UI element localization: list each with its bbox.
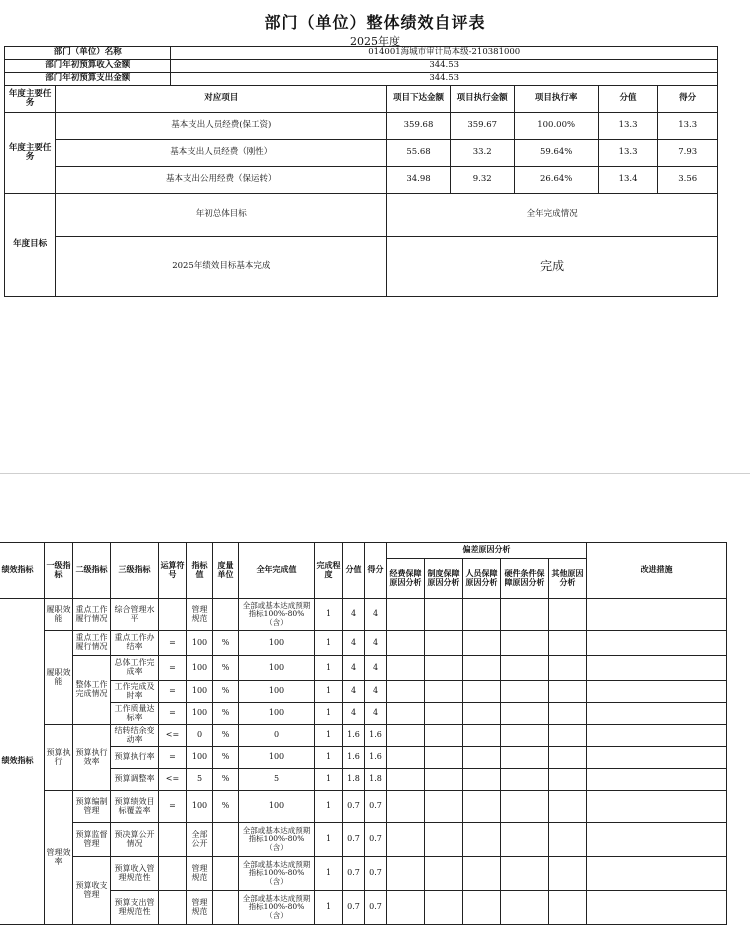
level1-cell: 预算执行	[45, 725, 73, 791]
col-perf: 绩效指标	[0, 543, 45, 599]
col-degree: 完成程度	[315, 543, 343, 599]
task-exec: 359.67	[450, 113, 514, 140]
target-cell: 全部公开	[187, 823, 213, 857]
degree-cell: 1	[315, 599, 343, 631]
task-row	[5, 113, 718, 140]
dev-cell	[463, 747, 501, 769]
improve-cell	[587, 891, 727, 925]
improve-cell	[587, 857, 727, 891]
dev-cell	[387, 656, 425, 681]
dev-cell	[549, 769, 587, 791]
score-value-cell: 4	[343, 703, 365, 725]
tasks-header-score: 得分	[658, 86, 718, 113]
level3-cell: 预算执行率	[111, 747, 159, 769]
dev-cell	[501, 725, 549, 747]
improve-cell	[587, 681, 727, 703]
task-score-value: 13.3	[598, 140, 658, 167]
goals-initial-header: 年初总体目标	[56, 194, 387, 237]
dev-cell	[425, 681, 463, 703]
page-divider	[0, 473, 750, 474]
annual-cell: 全部或基本达成预期指标100%-80%（含）	[239, 857, 315, 891]
dev-cell	[387, 703, 425, 725]
score-value-cell: 1.6	[343, 747, 365, 769]
improve-cell	[587, 769, 727, 791]
col-dev-funds: 经费保障原因分析	[387, 559, 425, 599]
indicator-row	[0, 823, 727, 857]
degree-cell: 1	[315, 857, 343, 891]
dev-cell	[549, 791, 587, 823]
level2-cell: 预算执行效率	[73, 725, 111, 791]
annual-cell: 0	[239, 725, 315, 747]
indicator-row	[0, 725, 727, 747]
task-rate: 26.64%	[514, 167, 598, 194]
annual-cell: 全部或基本达成预期指标100%-80%（含）	[239, 599, 315, 631]
op-cell: =	[159, 703, 187, 725]
annual-cell: 5	[239, 769, 315, 791]
dev-cell	[501, 656, 549, 681]
goals-completion-header: 全年完成情况	[387, 194, 718, 237]
income-label: 部门年初预算收入金额	[5, 60, 171, 73]
score-value-cell: 1.6	[343, 725, 365, 747]
score-cell: 1.6	[365, 747, 387, 769]
degree-cell: 1	[315, 631, 343, 656]
dev-cell	[549, 599, 587, 631]
degree-cell: 1	[315, 703, 343, 725]
dev-cell	[501, 631, 549, 656]
goals-completion-value: 完成	[387, 237, 718, 297]
target-cell: 管理规范	[187, 857, 213, 891]
level2-cell: 预算编制管理	[73, 791, 111, 823]
dev-cell	[463, 656, 501, 681]
unit-cell: %	[213, 656, 239, 681]
score-cell: 4	[365, 631, 387, 656]
col-level2: 二级指标	[73, 543, 111, 599]
dev-cell	[463, 769, 501, 791]
target-cell: 0	[187, 725, 213, 747]
op-cell	[159, 823, 187, 857]
dev-cell	[425, 656, 463, 681]
target-cell: 100	[187, 656, 213, 681]
dev-cell	[425, 891, 463, 925]
indicator-row	[0, 599, 727, 631]
report-year: 2025年度	[350, 35, 400, 48]
score-cell: 0.7	[365, 857, 387, 891]
col-dev-system: 制度保障原因分析	[425, 559, 463, 599]
page-title: 部门（单位）整体绩效自评表	[264, 13, 486, 32]
dev-cell	[425, 703, 463, 725]
level1-cell: 履职效能	[45, 631, 73, 725]
op-cell: =	[159, 631, 187, 656]
target-cell: 管理规范	[187, 891, 213, 925]
unit-cell	[213, 891, 239, 925]
goals-initial-value: 2025年绩效目标基本完成	[56, 237, 387, 297]
dev-cell	[425, 631, 463, 656]
level2-cell: 重点工作履行情况	[73, 631, 111, 656]
dept-name-value: 014001海城市审计局本级-210381000	[171, 47, 718, 60]
unit-cell: %	[213, 725, 239, 747]
col-score: 得分	[365, 543, 387, 599]
score-cell: 1.8	[365, 769, 387, 791]
dev-cell	[501, 891, 549, 925]
unit-cell: %	[213, 747, 239, 769]
target-cell: 5	[187, 769, 213, 791]
task-exec: 9.32	[450, 167, 514, 194]
dev-cell	[549, 891, 587, 925]
unit-cell: %	[213, 631, 239, 656]
score-value-cell: 0.7	[343, 791, 365, 823]
col-dev-other: 其他原因分析	[549, 559, 587, 599]
task-exec: 33.2	[450, 140, 514, 167]
op-cell: =	[159, 656, 187, 681]
task-rate: 100.00%	[514, 113, 598, 140]
indicator-row	[0, 857, 727, 891]
score-cell: 0.7	[365, 823, 387, 857]
degree-cell: 1	[315, 747, 343, 769]
dev-cell	[425, 599, 463, 631]
task-score-value: 13.3	[598, 113, 658, 140]
dev-cell	[387, 769, 425, 791]
op-cell	[159, 891, 187, 925]
improve-cell	[587, 631, 727, 656]
task-item: 基本支出公用经费（保运转）	[56, 167, 387, 194]
col-unit: 度量单位	[213, 543, 239, 599]
dev-cell	[501, 769, 549, 791]
score-cell: 0.7	[365, 791, 387, 823]
annual-cell: 100	[239, 656, 315, 681]
score-value-cell: 0.7	[343, 857, 365, 891]
op-cell: <=	[159, 725, 187, 747]
col-improve: 改进措施	[587, 543, 727, 599]
level2-cell: 重点工作履行情况	[73, 599, 111, 631]
level3-cell: 预算绩效目标覆盖率	[111, 791, 159, 823]
level3-cell: 预算收入管理规范性	[111, 857, 159, 891]
goals-label: 年度目标	[5, 194, 56, 297]
task-row	[5, 167, 718, 194]
dev-cell	[501, 681, 549, 703]
expense-label: 部门年初预算支出金额	[5, 73, 171, 86]
level3-cell: 综合管理水平	[111, 599, 159, 631]
improve-cell	[587, 823, 727, 857]
level3-cell: 预算支出管理规范性	[111, 891, 159, 925]
target-cell: 100	[187, 631, 213, 656]
task-score-value: 13.4	[598, 167, 658, 194]
unit-cell: %	[213, 769, 239, 791]
col-annual: 全年完成值	[239, 543, 315, 599]
dev-cell	[549, 681, 587, 703]
degree-cell: 1	[315, 791, 343, 823]
score-value-cell: 1.8	[343, 769, 365, 791]
dev-cell	[549, 631, 587, 656]
indicator-row	[0, 791, 727, 823]
level2-cell: 预算收支管理	[73, 857, 111, 925]
improve-cell	[587, 656, 727, 681]
target-cell: 100	[187, 747, 213, 769]
degree-cell: 1	[315, 891, 343, 925]
tasks-header-item: 对应项目	[56, 86, 387, 113]
summary-table	[4, 46, 718, 297]
tasks-header-exec: 项目执行金额	[450, 86, 514, 113]
dev-cell	[463, 703, 501, 725]
col-score-value: 分值	[343, 543, 365, 599]
dev-cell	[501, 791, 549, 823]
task-row	[5, 140, 718, 167]
target-cell: 100	[187, 681, 213, 703]
col-deviation: 偏差原因分析	[387, 543, 587, 559]
degree-cell: 1	[315, 656, 343, 681]
op-cell: =	[159, 747, 187, 769]
dev-cell	[463, 725, 501, 747]
tasks-header-plan: 项目下达金额	[387, 86, 451, 113]
dev-cell	[463, 599, 501, 631]
dev-cell	[387, 857, 425, 891]
dept-name-label: 部门（单位）名称	[5, 47, 171, 60]
tasks-header-rate: 项目执行率	[514, 86, 598, 113]
level1-cell: 履职效能	[45, 599, 73, 631]
annual-cell: 100	[239, 681, 315, 703]
level2-cell: 预算监督管理	[73, 823, 111, 857]
improve-cell	[587, 703, 727, 725]
level3-cell: 重点工作办结率	[111, 631, 159, 656]
target-cell: 100	[187, 703, 213, 725]
unit-cell: %	[213, 791, 239, 823]
dev-cell	[425, 791, 463, 823]
task-item: 基本支出人员经费(保工资)	[56, 113, 387, 140]
dev-cell	[387, 631, 425, 656]
score-value-cell: 4	[343, 631, 365, 656]
indicator-row	[0, 656, 727, 681]
dev-cell	[549, 823, 587, 857]
task-score: 13.3	[658, 113, 718, 140]
score-value-cell: 4	[343, 681, 365, 703]
score-value-cell: 4	[343, 656, 365, 681]
dev-cell	[549, 857, 587, 891]
perf-label: 绩效指标	[0, 599, 45, 925]
score-cell: 4	[365, 656, 387, 681]
dev-cell	[549, 703, 587, 725]
annual-cell: 100	[239, 631, 315, 656]
dev-cell	[463, 823, 501, 857]
target-cell: 管理规范	[187, 599, 213, 631]
dev-cell	[501, 747, 549, 769]
dev-cell	[425, 747, 463, 769]
target-cell: 100	[187, 791, 213, 823]
degree-cell: 1	[315, 823, 343, 857]
task-score: 7.93	[658, 140, 718, 167]
op-cell: =	[159, 791, 187, 823]
level1-cell: 管理效率	[45, 791, 73, 925]
expense-value: 344.53	[171, 73, 718, 86]
unit-cell	[213, 857, 239, 891]
dev-cell	[387, 725, 425, 747]
dev-cell	[549, 656, 587, 681]
dev-cell	[463, 857, 501, 891]
dev-cell	[501, 703, 549, 725]
unit-cell: %	[213, 681, 239, 703]
op-cell: =	[159, 681, 187, 703]
level3-cell: 预决算公开情况	[111, 823, 159, 857]
dev-cell	[501, 599, 549, 631]
col-dev-staff: 人员保障原因分析	[463, 559, 501, 599]
dev-cell	[463, 631, 501, 656]
income-value: 344.53	[171, 60, 718, 73]
dev-cell	[387, 891, 425, 925]
annual-cell: 全部或基本达成预期指标100%-80%（含）	[239, 891, 315, 925]
dev-cell	[387, 823, 425, 857]
dev-cell	[549, 747, 587, 769]
indicator-row	[0, 631, 727, 656]
score-value-cell: 0.7	[343, 823, 365, 857]
dev-cell	[549, 725, 587, 747]
unit-cell: %	[213, 703, 239, 725]
level3-cell: 预算调整率	[111, 769, 159, 791]
improve-cell	[587, 599, 727, 631]
annual-cell: 100	[239, 703, 315, 725]
score-cell: 4	[365, 681, 387, 703]
col-level1: 一级指标	[45, 543, 73, 599]
col-dev-hardware: 硬件条件保障原因分析	[501, 559, 549, 599]
annual-cell: 100	[239, 791, 315, 823]
score-value-cell: 4	[343, 599, 365, 631]
dev-cell	[463, 791, 501, 823]
degree-cell: 1	[315, 681, 343, 703]
dev-cell	[387, 599, 425, 631]
improve-cell	[587, 747, 727, 769]
improve-cell	[587, 791, 727, 823]
task-plan: 34.98	[387, 167, 451, 194]
unit-cell	[213, 823, 239, 857]
dev-cell	[425, 823, 463, 857]
op-cell	[159, 857, 187, 891]
level3-cell: 结转结余变动率	[111, 725, 159, 747]
task-plan: 55.68	[387, 140, 451, 167]
annual-cell: 全部或基本达成预期指标100%-80%（含）	[239, 823, 315, 857]
level2-cell: 整体工作完成情况	[73, 656, 111, 725]
dev-cell	[425, 725, 463, 747]
score-cell: 1.6	[365, 725, 387, 747]
tasks-header-left: 年度主要任务	[5, 86, 56, 113]
score-cell: 0.7	[365, 891, 387, 925]
level3-cell: 总体工作完成率	[111, 656, 159, 681]
dev-cell	[387, 681, 425, 703]
score-value-cell: 0.7	[343, 891, 365, 925]
op-cell: <=	[159, 769, 187, 791]
col-op: 运算符号	[159, 543, 187, 599]
score-cell: 4	[365, 703, 387, 725]
dev-cell	[425, 769, 463, 791]
dev-cell	[425, 857, 463, 891]
degree-cell: 1	[315, 725, 343, 747]
task-score: 3.56	[658, 167, 718, 194]
dev-cell	[463, 681, 501, 703]
degree-cell: 1	[315, 769, 343, 791]
unit-cell	[213, 599, 239, 631]
annual-cell: 100	[239, 747, 315, 769]
col-level3: 三级指标	[111, 543, 159, 599]
level3-cell: 工作质量达标率	[111, 703, 159, 725]
dev-cell	[501, 857, 549, 891]
improve-cell	[587, 725, 727, 747]
tasks-header-score-value: 分值	[598, 86, 658, 113]
dev-cell	[387, 791, 425, 823]
score-cell: 4	[365, 599, 387, 631]
indicators-table	[0, 542, 727, 925]
task-rate: 59.64%	[514, 140, 598, 167]
tasks-left-label: 年度主要任务	[5, 113, 56, 194]
op-cell	[159, 599, 187, 631]
dev-cell	[463, 891, 501, 925]
task-item: 基本支出人员经费（刚性）	[56, 140, 387, 167]
level3-cell: 工作完成及时率	[111, 681, 159, 703]
dev-cell	[387, 747, 425, 769]
col-target: 指标值	[187, 543, 213, 599]
task-plan: 359.68	[387, 113, 451, 140]
dev-cell	[501, 823, 549, 857]
